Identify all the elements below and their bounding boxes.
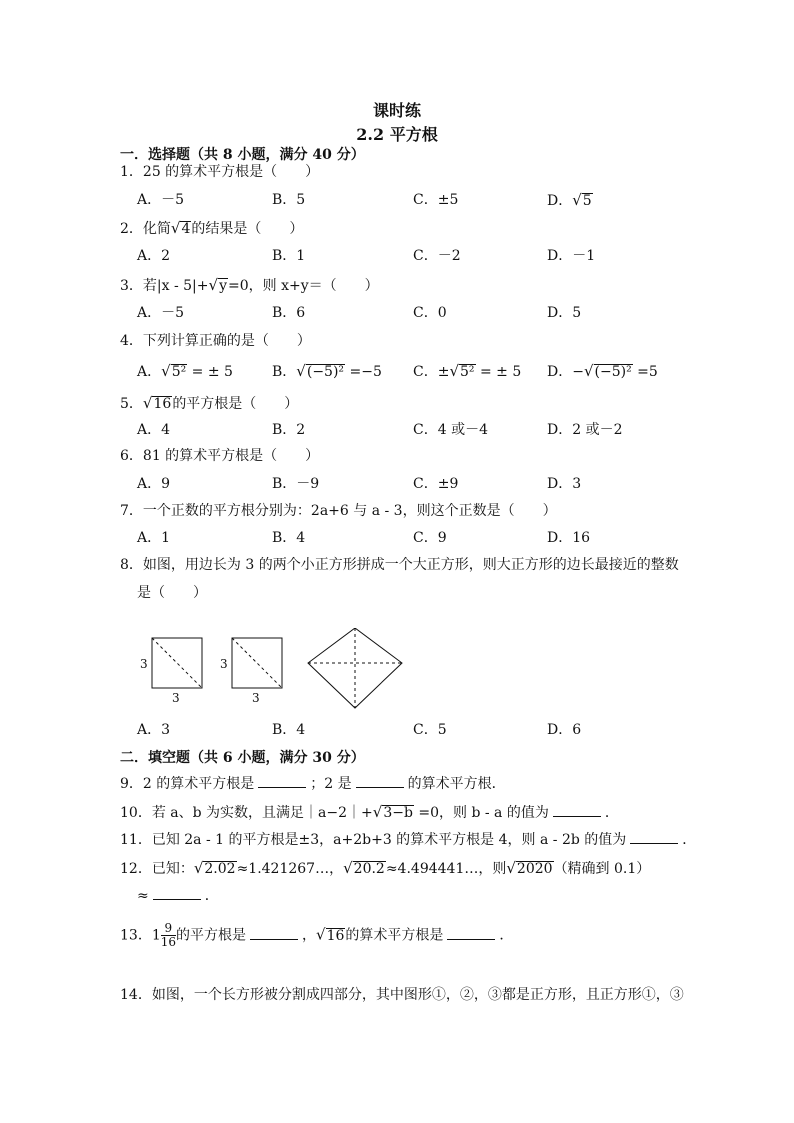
q2-option-a: A．2 <box>137 248 171 264</box>
q12-radicand-1: 2.02 <box>204 861 236 877</box>
q13-fraction <box>161 922 176 949</box>
q6-option-c: C．±9 <box>413 476 459 492</box>
question-12: 12．已知：√2.02≈1.421267…，√20.2≈4.494441…，则√2020（精确到 0.1） <box>120 859 651 877</box>
q4-option-a: A．√5² = ± 5 <box>137 362 233 380</box>
question-3-stem: 3．若|x - 5|+√y=0，则 x+y＝（ ） <box>120 276 379 294</box>
q12-approx: ≈ <box>137 888 149 904</box>
question-4-stem: 4．下列计算正确的是（ ） <box>120 333 311 349</box>
q8-option-a: A．3 <box>137 722 171 738</box>
q3-option-d: D．5 <box>547 305 582 321</box>
q4-b-radicand: (−5)² <box>306 364 345 380</box>
q11-blank <box>630 831 678 844</box>
q4-d-result: =5 <box>632 364 658 380</box>
question-5-stem: 5．√16的平方根是（ ） <box>120 394 299 412</box>
square-1-side-bottom-label: 3 <box>172 691 180 705</box>
q6-option-a: A．9 <box>137 476 171 492</box>
q1-option-b: B．5 <box>272 192 306 208</box>
q12-value-1: ≈1.421267…， <box>236 861 344 877</box>
q13-blank-1 <box>250 927 298 940</box>
q5-post: 的平方根是（ ） <box>172 396 299 412</box>
q2-pre: 2．化简 <box>120 221 171 237</box>
section-fill-heading: 二．填空题（共 6 小题，满分 30 分） <box>120 750 365 766</box>
question-6-stem: 6．81 的算术平方根是（ ） <box>120 448 320 464</box>
q7-option-a: A．1 <box>137 530 171 546</box>
q13-sep: ， <box>302 927 317 944</box>
q7-option-b: B．4 <box>272 530 306 546</box>
q4-c-result: = ± 5 <box>475 364 522 380</box>
q1-option-a: A．－5 <box>137 192 185 208</box>
q12-radicand-3: 2020 <box>516 861 553 877</box>
q3-option-a: A．－5 <box>137 305 185 321</box>
q13-radicand: 16 <box>326 927 345 944</box>
q5-option-c: C．4 或－4 <box>413 422 488 438</box>
q10-radicand: 3−b <box>383 805 413 821</box>
q1-d-prefix: D． <box>547 193 573 209</box>
q3-radicand: y <box>219 278 227 294</box>
q4-a-prefix: A． <box>137 364 162 380</box>
q4-b-prefix: B． <box>272 364 297 380</box>
question-1-stem: 1．25 的算术平方根是（ ） <box>120 164 320 180</box>
q8-option-b: B．4 <box>272 722 306 738</box>
page-title: 课时练 <box>372 101 421 120</box>
q9-blank-1 <box>258 775 306 788</box>
q12-radicand-2: 20.2 <box>353 861 385 877</box>
q4-option-d: D．−√(−5)² =5 <box>547 362 658 380</box>
q3-post: =0，则 x+y＝（ ） <box>228 278 379 294</box>
q11-post: ． <box>682 832 697 848</box>
q12-pre: 12．已知： <box>120 861 194 877</box>
q6-option-d: D．3 <box>547 476 582 492</box>
q10-pre: 10．若 a、b 为实数，且满足｜a−2｜+ <box>120 805 373 821</box>
q8-option-d: D．6 <box>547 722 582 738</box>
q9-mid: ；2 是 <box>310 776 352 792</box>
q5-option-b: B．2 <box>272 422 306 438</box>
q3-pre: 3．若|x - 5|+ <box>120 278 209 294</box>
q5-option-a: A．4 <box>137 422 171 438</box>
q8-option-c: C．5 <box>413 722 447 738</box>
q13-mid: 的平方根是 <box>176 927 247 944</box>
q10-post: ． <box>604 805 619 821</box>
square-2-side-left-label: 3 <box>220 657 228 671</box>
q9-blank-2 <box>356 775 404 788</box>
q3-option-b: B．6 <box>272 305 306 321</box>
q13-denominator: 16 <box>160 935 177 949</box>
q5-radicand: 16 <box>153 396 172 412</box>
q12-post: （精确到 0.1） <box>553 861 651 877</box>
question-9 <box>120 775 506 793</box>
question-12-line2 <box>137 887 219 905</box>
q2-radicand: 4 <box>181 221 191 237</box>
q13-blank-2 <box>447 927 495 940</box>
q9-pre: 9．2 的算术平方根是 <box>120 776 255 792</box>
q2-post: 的结果是（ ） <box>191 221 304 237</box>
q3-option-c: C．0 <box>413 305 447 321</box>
q13-post: 的算术平方根是 <box>345 927 444 944</box>
q4-a-radicand: 5² <box>171 364 187 380</box>
q5-option-d: D．2 或－2 <box>547 422 623 438</box>
q4-b-result: =−5 <box>345 364 382 380</box>
q2-option-b: B．1 <box>272 248 306 264</box>
q7-option-d: D．16 <box>547 530 591 546</box>
q12-blank <box>153 887 201 900</box>
q10-blank <box>553 804 601 817</box>
q7-option-c: C．9 <box>413 530 447 546</box>
question-7-stem: 7．一个正数的平方根分别为：2a+6 与 a - 3，则这个正数是（ ） <box>120 503 557 519</box>
q4-option-c: C．±√5² = ± 5 <box>413 362 522 380</box>
q1-option-c: C．±5 <box>413 192 459 208</box>
question-2-stem: 2．化简√4的结果是（ ） <box>120 219 304 237</box>
q2-option-c: C．－2 <box>413 248 461 264</box>
square-1-side-left-label: 3 <box>140 657 148 671</box>
question-10: 10．若 a、b 为实数，且满足｜a−2｜+√3−b =0，则 b - a 的值为 ． <box>120 803 619 821</box>
q4-d-radicand: (−5)² <box>594 364 632 380</box>
q1-d-radicand: 5 <box>582 193 592 209</box>
q11-pre: 11．已知 2a - 1 的平方根是±3，a+2b+3 的算术平方根是 4，则 a - 2b 的值为 <box>120 832 627 848</box>
section-choice-heading: 一．选择题（共 8 小题，满分 40 分） <box>120 147 365 163</box>
small-square-1-diagonal <box>152 638 202 688</box>
q13-end: ． <box>499 927 514 944</box>
q13-pre: 13．1 <box>120 927 161 944</box>
q12-end: ． <box>204 888 219 904</box>
question-13: 13．1 $\frac{9}{16}$ 的平方根是 ，√16的算术平方根是 ． <box>120 921 514 949</box>
square-2-side-bottom-label: 3 <box>252 691 260 705</box>
question-8-stem: 8．如图，用边长为 3 的两个小正方形拼成一个大正方形，则大正方形的边长最接近的整数 <box>120 557 679 573</box>
q2-option-d: D．－1 <box>547 248 596 264</box>
small-square-2-diagonal <box>232 638 282 688</box>
q4-c-radicand: 5² <box>460 364 475 380</box>
q4-d-prefix: D．− <box>547 364 584 380</box>
question-8-stem-cont: 是（ ） <box>137 585 207 601</box>
q9-post: 的算术平方根． <box>407 776 506 792</box>
question-14-stem: 14．如图，一个长方形被分割成四部分，其中图形①，②，③都是正方形，且正方形①，③ <box>120 987 684 1003</box>
q4-option-b: B．√(−5)² =−5 <box>272 362 382 380</box>
q6-option-b: B．－9 <box>272 476 320 492</box>
page-subtitle: 2.2 平方根 <box>356 125 438 144</box>
q5-number: 5． <box>120 396 143 412</box>
q4-a-result: = ± 5 <box>187 364 233 380</box>
q1-option-d: D．√5 <box>547 191 592 209</box>
q4-c-prefix: C．± <box>413 364 450 380</box>
q12-value-2: ≈4.494441…，则 <box>385 861 507 877</box>
question-11 <box>120 831 696 849</box>
q8-squares-figure <box>130 628 420 714</box>
q13-numerator: 9 <box>161 922 176 936</box>
q10-mid: =0，则 b - a 的值为 <box>413 805 549 821</box>
